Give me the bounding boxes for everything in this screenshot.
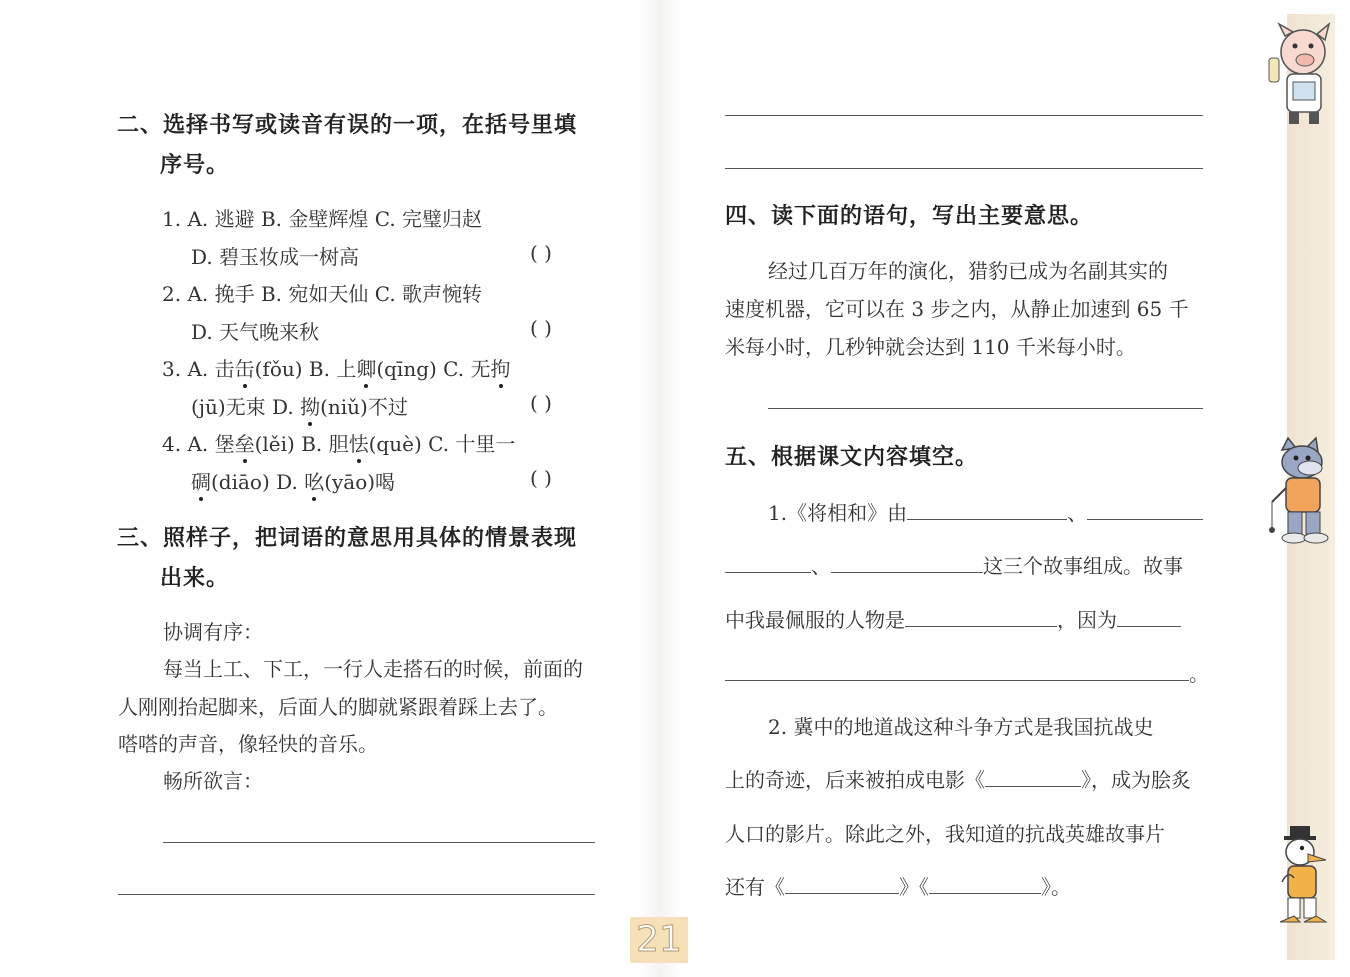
q5-2-line1: 2. 冀中的地道战这种斗争方式是我国抗战史 bbox=[768, 715, 1154, 739]
text: ，因为 bbox=[1057, 608, 1117, 632]
blank[interactable] bbox=[785, 875, 899, 894]
book-spine bbox=[640, 0, 680, 977]
answer-line[interactable] bbox=[118, 894, 595, 895]
answer-paren-4[interactable]: ( ) bbox=[530, 466, 552, 490]
text: 中我最佩服的人物是 bbox=[725, 608, 905, 632]
dotted-char: 垒 bbox=[234, 432, 255, 456]
task-word: 畅所欲言： bbox=[163, 769, 263, 793]
passage-line2: 速度机器，它可以在 3 步之内，从静止加速到 65 千 bbox=[725, 297, 1189, 321]
pinyin: (jū) bbox=[191, 395, 226, 419]
blank[interactable] bbox=[985, 768, 1081, 787]
q2-2-option-d: D. 天气晚来秋 bbox=[191, 320, 320, 344]
text: 》，成为脍炙 bbox=[1081, 768, 1191, 792]
q5-2-line2 bbox=[725, 764, 1191, 793]
dotted-char: 拘 bbox=[490, 357, 511, 381]
text: 、 bbox=[811, 554, 831, 578]
answer-line[interactable] bbox=[163, 842, 595, 843]
q2-4-line1 bbox=[162, 428, 515, 457]
blank[interactable] bbox=[831, 554, 983, 573]
example-text-line1: 每当上工、下工，一行人走搭石的时候，前面的 bbox=[163, 657, 583, 681]
text: 》。 bbox=[1041, 875, 1071, 899]
example-text-line2: 人刚刚抬起脚来，后面人的脚就紧跟着踩上去了。 bbox=[118, 695, 558, 719]
text: 》《 bbox=[899, 875, 929, 899]
section-4-title: 四、读下面的语句，写出主要意思。 bbox=[725, 204, 1094, 229]
section-2-title-cont: 序号。 bbox=[160, 153, 230, 178]
text: 1.《将相和》由 bbox=[768, 501, 908, 525]
dotted-char: 缶 bbox=[234, 357, 255, 381]
blank[interactable] bbox=[907, 501, 1067, 520]
dotted-char: 拗 bbox=[300, 395, 321, 419]
pinyin: (lěi) bbox=[254, 432, 295, 456]
answer-line[interactable] bbox=[768, 408, 1203, 409]
passage-line1: 经过几百万年的演化，猎豹已成为名副其实的 bbox=[768, 259, 1168, 283]
answer-paren-3[interactable]: ( ) bbox=[530, 391, 552, 415]
section-2-title: 二、选择书写或读音有误的一项，在括号里填 bbox=[117, 113, 578, 138]
text: 无束 D. bbox=[225, 395, 301, 419]
blank[interactable] bbox=[1087, 501, 1203, 520]
dotted-char: 碉 bbox=[191, 470, 211, 494]
text: C. 无 bbox=[436, 357, 491, 381]
page-number: 21 bbox=[630, 917, 688, 963]
example-word: 协调有序： bbox=[163, 620, 263, 644]
q5-1-line2 bbox=[725, 550, 1183, 579]
pig-mascot-icon bbox=[1255, 18, 1345, 128]
pinyin: (fǒu) bbox=[254, 357, 303, 381]
dotted-char: 吆 bbox=[304, 470, 325, 494]
answer-line[interactable] bbox=[725, 168, 1203, 169]
q2-1-options: 1. A. 逃避 B. 金壁辉煌 C. 完璧归赵 bbox=[162, 207, 483, 231]
blank[interactable] bbox=[725, 554, 811, 573]
wolf-mascot-icon bbox=[1262, 436, 1340, 546]
pinyin: (què) bbox=[368, 432, 422, 456]
blank[interactable] bbox=[905, 608, 1057, 627]
q2-3-line1 bbox=[162, 353, 511, 382]
text: 上的奇迹，后来被拍成电影《 bbox=[725, 768, 985, 792]
text: 4. A. 堡 bbox=[162, 432, 235, 456]
text: 、 bbox=[1067, 501, 1088, 525]
text: B. 上 bbox=[302, 357, 357, 381]
blank[interactable] bbox=[1117, 608, 1181, 627]
text: 。 bbox=[1189, 662, 1209, 686]
answer-paren-2[interactable]: ( ) bbox=[530, 316, 552, 340]
q5-1-line4 bbox=[725, 658, 1209, 687]
text: 3. A. bbox=[162, 357, 215, 381]
q5-1-line3 bbox=[725, 604, 1181, 633]
text: 还有《 bbox=[725, 875, 785, 899]
dotted-char: 卿 bbox=[356, 357, 377, 381]
q2-4-line2 bbox=[191, 466, 395, 495]
section-3-title-cont: 出来。 bbox=[160, 566, 230, 591]
text: D. bbox=[269, 470, 305, 494]
answer-line[interactable] bbox=[725, 115, 1203, 116]
example-text-line3: 嗒嗒的声音，像轻快的音乐。 bbox=[118, 732, 378, 756]
text: 这三个故事组成。故事 bbox=[983, 554, 1183, 578]
q2-3-line2 bbox=[191, 391, 408, 420]
pinyin: (yāo)喝 bbox=[324, 470, 396, 494]
text: C. 十里一 bbox=[421, 432, 516, 456]
q5-2-line4 bbox=[725, 871, 1071, 900]
text: B. 胆 bbox=[294, 432, 349, 456]
dotted-char: 怯 bbox=[348, 432, 369, 456]
pinyin: (niǔ)不过 bbox=[320, 395, 408, 419]
duck-mascot-icon bbox=[1268, 822, 1342, 932]
text: 击 bbox=[214, 357, 235, 381]
pinyin: (diāo) bbox=[211, 470, 270, 494]
q5-1-line1 bbox=[768, 497, 1203, 526]
section-3-title: 三、照样子，把词语的意思用具体的情景表现 bbox=[117, 526, 578, 551]
pinyin: (qīng) bbox=[376, 357, 437, 381]
q2-1-option-d: D. 碧玉妆成一树高 bbox=[191, 245, 360, 269]
section-5-title: 五、根据课文内容填空。 bbox=[725, 445, 979, 470]
blank[interactable] bbox=[725, 662, 1189, 681]
answer-paren-1[interactable]: ( ) bbox=[530, 241, 552, 265]
q2-2-options: 2. A. 挽手 B. 宛如天仙 C. 歌声惋转 bbox=[162, 282, 483, 306]
passage-line3: 米每小时，几秒钟就会达到 110 千米每小时。 bbox=[725, 335, 1136, 359]
q5-2-line3: 人口的影片。除此之外，我知道的抗战英雄故事片 bbox=[725, 822, 1165, 846]
blank[interactable] bbox=[929, 875, 1041, 894]
